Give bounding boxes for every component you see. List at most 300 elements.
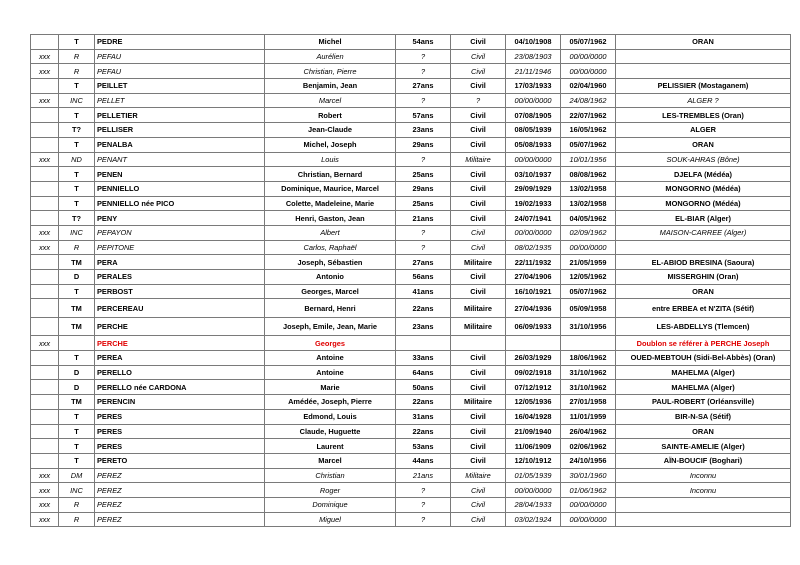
flag-cell — [31, 299, 59, 318]
age-cell: ? — [396, 240, 451, 255]
status-cell: ? — [451, 93, 506, 108]
status-cell: Civil — [451, 123, 506, 138]
surname-cell: PELLETIER — [95, 108, 265, 123]
surname-cell: PENEN — [95, 167, 265, 182]
surname-cell: PEILLET — [95, 79, 265, 94]
code-cell: T? — [59, 211, 95, 226]
death-date-cell: 05/07/1962 — [561, 35, 616, 50]
code-cell: R — [59, 49, 95, 64]
status-cell: Civil — [451, 35, 506, 50]
surname-cell: PELLISER — [95, 123, 265, 138]
birth-date-cell: 27/04/1906 — [506, 270, 561, 285]
firstnames-cell: Christian, Bernard — [265, 167, 396, 182]
firstnames-cell: Colette, Madeleine, Marie — [265, 196, 396, 211]
surname-cell: PEREA — [95, 351, 265, 366]
firstnames-cell: Carlos, Raphaël — [265, 240, 396, 255]
place-cell: LES-ABDELLYS (Tlemcen) — [616, 317, 791, 336]
status-cell: Militaire — [451, 299, 506, 318]
place-cell: EL-BIAR (Alger) — [616, 211, 791, 226]
age-cell: 22ans — [396, 424, 451, 439]
code-cell: DM — [59, 468, 95, 483]
place-cell: LES-TREMBLES (Oran) — [616, 108, 791, 123]
code-cell: D — [59, 365, 95, 380]
birth-date-cell: 05/08/1933 — [506, 137, 561, 152]
firstnames-cell: Joseph, Emile, Jean, Marie — [265, 317, 396, 336]
status-cell: Civil — [451, 270, 506, 285]
firstnames-cell: Louis — [265, 152, 396, 167]
status-cell: Militaire — [451, 152, 506, 167]
firstnames-cell: Dominique — [265, 497, 396, 512]
table-row — [31, 196, 791, 211]
age-cell: 22ans — [396, 395, 451, 410]
place-cell: MISSERGHIN (Oran) — [616, 270, 791, 285]
code-cell: INC — [59, 93, 95, 108]
code-cell: R — [59, 240, 95, 255]
flag-cell — [31, 439, 59, 454]
code-cell: ND — [59, 152, 95, 167]
flag-cell — [31, 351, 59, 366]
code-cell: T — [59, 284, 95, 299]
status-cell: Civil — [451, 284, 506, 299]
surname-cell: PENNIELLO née PICO — [95, 196, 265, 211]
status-cell: Civil — [451, 137, 506, 152]
firstnames-cell: Benjamin, Jean — [265, 79, 396, 94]
death-date-cell: 27/01/1958 — [561, 395, 616, 410]
code-cell: T? — [59, 123, 95, 138]
age-cell: 56ans — [396, 270, 451, 285]
age-cell: 21ans — [396, 211, 451, 226]
flag-cell — [31, 211, 59, 226]
flag-cell: xxx — [31, 49, 59, 64]
age-cell: 21ans — [396, 468, 451, 483]
birth-date-cell: 29/09/1929 — [506, 181, 561, 196]
flag-cell — [31, 35, 59, 50]
firstnames-cell: Dominique, Maurice, Marcel — [265, 181, 396, 196]
death-date-cell: 13/02/1958 — [561, 181, 616, 196]
place-cell: ALGER ? — [616, 93, 791, 108]
firstnames-cell: Bernard, Henri — [265, 299, 396, 318]
surname-cell: PEREZ — [95, 468, 265, 483]
surname-cell: PENALBA — [95, 137, 265, 152]
surname-cell: PERBOST — [95, 284, 265, 299]
place-cell — [616, 49, 791, 64]
surname-cell: PERES — [95, 424, 265, 439]
status-cell: Civil — [451, 49, 506, 64]
birth-date-cell: 21/11/1946 — [506, 64, 561, 79]
place-cell — [616, 240, 791, 255]
firstnames-cell: Laurent — [265, 439, 396, 454]
flag-cell — [31, 365, 59, 380]
table-row — [31, 35, 791, 50]
flag-cell — [31, 108, 59, 123]
place-cell: ALGER — [616, 123, 791, 138]
birth-date-cell: 16/10/1921 — [506, 284, 561, 299]
firstnames-cell: Georges — [265, 336, 396, 351]
birth-date-cell — [506, 336, 561, 351]
surname-cell: PERES — [95, 439, 265, 454]
records-body — [31, 35, 791, 527]
age-cell: 27ans — [396, 255, 451, 270]
surname-cell: PERETO — [95, 453, 265, 468]
place-cell: MONGORNO (Médéa) — [616, 181, 791, 196]
age-cell: ? — [396, 93, 451, 108]
birth-date-cell: 08/05/1939 — [506, 123, 561, 138]
code-cell: TM — [59, 299, 95, 318]
table-row — [31, 317, 791, 336]
flag-cell — [31, 137, 59, 152]
place-cell: Inconnu — [616, 468, 791, 483]
birth-date-cell: 00/00/0000 — [506, 93, 561, 108]
code-cell: TM — [59, 255, 95, 270]
firstnames-cell: Amédée, Joseph, Pierre — [265, 395, 396, 410]
code-cell: T — [59, 439, 95, 454]
birth-date-cell: 07/08/1905 — [506, 108, 561, 123]
age-cell: ? — [396, 152, 451, 167]
firstnames-cell: Antoine — [265, 351, 396, 366]
status-cell: Civil — [451, 196, 506, 211]
place-cell: ORAN — [616, 284, 791, 299]
surname-cell: PENNIELLO — [95, 181, 265, 196]
table-row — [31, 424, 791, 439]
place-cell: ORAN — [616, 137, 791, 152]
flag-cell — [31, 453, 59, 468]
age-cell: ? — [396, 497, 451, 512]
firstnames-cell: Marie — [265, 380, 396, 395]
table-row — [31, 152, 791, 167]
flag-cell: xxx — [31, 93, 59, 108]
surname-cell: PERELLO — [95, 365, 265, 380]
flag-cell: xxx — [31, 497, 59, 512]
place-cell: entre ERBEA et N'ZITA (Sétif) — [616, 299, 791, 318]
status-cell: Civil — [451, 453, 506, 468]
status-cell: Civil — [451, 167, 506, 182]
death-date-cell: 21/05/1959 — [561, 255, 616, 270]
age-cell: 57ans — [396, 108, 451, 123]
place-cell: OUED-MEBTOUH (Sidi-Bel-Abbès) (Oran) — [616, 351, 791, 366]
flag-cell: xxx — [31, 468, 59, 483]
surname-cell: PEREZ — [95, 512, 265, 527]
death-date-cell: 13/02/1958 — [561, 196, 616, 211]
flag-cell — [31, 270, 59, 285]
place-cell: MONGORNO (Médéa) — [616, 196, 791, 211]
status-cell: Civil — [451, 79, 506, 94]
age-cell: ? — [396, 483, 451, 498]
birth-date-cell: 11/06/1909 — [506, 439, 561, 454]
surname-cell: PEFAU — [95, 64, 265, 79]
flag-cell: xxx — [31, 64, 59, 79]
place-cell: Inconnu — [616, 483, 791, 498]
status-cell: Civil — [451, 439, 506, 454]
status-cell: Civil — [451, 351, 506, 366]
age-cell: ? — [396, 49, 451, 64]
code-cell: INC — [59, 225, 95, 240]
age-cell: 25ans — [396, 196, 451, 211]
surname-cell: PEPITONE — [95, 240, 265, 255]
table-row — [31, 211, 791, 226]
code-cell: T — [59, 424, 95, 439]
surname-cell: PERENCIN — [95, 395, 265, 410]
flag-cell — [31, 284, 59, 299]
surname-cell: PEDRE — [95, 35, 265, 50]
death-date-cell: 05/07/1962 — [561, 137, 616, 152]
firstnames-cell: Marcel — [265, 453, 396, 468]
death-date-cell: 31/10/1962 — [561, 380, 616, 395]
surname-cell: PEFAU — [95, 49, 265, 64]
code-cell: TM — [59, 317, 95, 336]
death-date-cell: 22/07/1962 — [561, 108, 616, 123]
firstnames-cell: Aurélien — [265, 49, 396, 64]
code-cell: INC — [59, 483, 95, 498]
age-cell: 50ans — [396, 380, 451, 395]
firstnames-cell: Jean-Claude — [265, 123, 396, 138]
table-row — [31, 351, 791, 366]
death-date-cell: 31/10/1962 — [561, 365, 616, 380]
table-row — [31, 409, 791, 424]
firstnames-cell: Georges, Marcel — [265, 284, 396, 299]
flag-cell — [31, 395, 59, 410]
table-row — [31, 137, 791, 152]
place-cell: BIR-N-SA (Sétif) — [616, 409, 791, 424]
death-date-cell: 08/08/1962 — [561, 167, 616, 182]
flag-cell — [31, 123, 59, 138]
table-row — [31, 167, 791, 182]
place-cell: PAUL-ROBERT (Orléansville) — [616, 395, 791, 410]
place-cell: SAINTE-AMELIE (Alger) — [616, 439, 791, 454]
death-date-cell: 00/00/0000 — [561, 512, 616, 527]
code-cell: T — [59, 167, 95, 182]
surname-cell: PERCHE — [95, 317, 265, 336]
birth-date-cell: 00/00/0000 — [506, 152, 561, 167]
surname-cell: PEPAYON — [95, 225, 265, 240]
birth-date-cell: 00/00/0000 — [506, 483, 561, 498]
table-row — [31, 299, 791, 318]
code-cell: T — [59, 181, 95, 196]
code-cell: T — [59, 35, 95, 50]
birth-date-cell: 21/09/1940 — [506, 424, 561, 439]
birth-date-cell: 03/02/1924 — [506, 512, 561, 527]
table-row — [31, 512, 791, 527]
birth-date-cell: 22/11/1932 — [506, 255, 561, 270]
surname-cell: PERES — [95, 409, 265, 424]
birth-date-cell: 07/12/1912 — [506, 380, 561, 395]
code-cell: T — [59, 196, 95, 211]
birth-date-cell: 17/03/1933 — [506, 79, 561, 94]
status-cell: Civil — [451, 225, 506, 240]
table-row — [31, 439, 791, 454]
place-cell: Doublon se référer à PERCHE Joseph — [616, 336, 791, 351]
code-cell: T — [59, 79, 95, 94]
place-cell: ORAN — [616, 424, 791, 439]
firstnames-cell: Claude, Huguette — [265, 424, 396, 439]
code-cell: R — [59, 64, 95, 79]
status-cell: Civil — [451, 512, 506, 527]
table-row — [31, 225, 791, 240]
flag-cell: xxx — [31, 336, 59, 351]
records-table — [30, 34, 791, 527]
death-date-cell: 02/04/1960 — [561, 79, 616, 94]
age-cell: 64ans — [396, 365, 451, 380]
table-row — [31, 336, 791, 351]
table-row — [31, 93, 791, 108]
birth-date-cell: 24/07/1941 — [506, 211, 561, 226]
firstnames-cell: Robert — [265, 108, 396, 123]
status-cell: Civil — [451, 409, 506, 424]
table-row — [31, 79, 791, 94]
death-date-cell — [561, 336, 616, 351]
age-cell — [396, 336, 451, 351]
age-cell: 29ans — [396, 137, 451, 152]
flag-cell: xxx — [31, 483, 59, 498]
code-cell: D — [59, 380, 95, 395]
table-row — [31, 395, 791, 410]
table-row — [31, 453, 791, 468]
firstnames-cell: Antoine — [265, 365, 396, 380]
age-cell: 54ans — [396, 35, 451, 50]
flag-cell: xxx — [31, 152, 59, 167]
table-row — [31, 255, 791, 270]
status-cell: Civil — [451, 483, 506, 498]
birth-date-cell: 19/02/1933 — [506, 196, 561, 211]
surname-cell: PERCEREAU — [95, 299, 265, 318]
table-row — [31, 380, 791, 395]
table-row — [31, 365, 791, 380]
birth-date-cell: 12/05/1936 — [506, 395, 561, 410]
death-date-cell: 02/06/1962 — [561, 439, 616, 454]
surname-cell: PELLET — [95, 93, 265, 108]
status-cell: Militaire — [451, 395, 506, 410]
birth-date-cell: 28/04/1933 — [506, 497, 561, 512]
code-cell: T — [59, 137, 95, 152]
death-date-cell: 24/10/1956 — [561, 453, 616, 468]
place-cell: SOUK-AHRAS (Bône) — [616, 152, 791, 167]
table-row — [31, 49, 791, 64]
status-cell: Militaire — [451, 468, 506, 483]
table-row — [31, 284, 791, 299]
surname-cell: PERCHE — [95, 336, 265, 351]
flag-cell — [31, 167, 59, 182]
flag-cell — [31, 79, 59, 94]
code-cell: TM — [59, 395, 95, 410]
flag-cell — [31, 409, 59, 424]
flag-cell: xxx — [31, 240, 59, 255]
code-cell: T — [59, 351, 95, 366]
death-date-cell: 01/06/1962 — [561, 483, 616, 498]
death-date-cell: 10/01/1956 — [561, 152, 616, 167]
death-date-cell: 02/09/1962 — [561, 225, 616, 240]
birth-date-cell: 00/00/0000 — [506, 225, 561, 240]
birth-date-cell: 27/04/1936 — [506, 299, 561, 318]
status-cell: Civil — [451, 497, 506, 512]
death-date-cell: 18/06/1962 — [561, 351, 616, 366]
age-cell: ? — [396, 512, 451, 527]
table-row — [31, 483, 791, 498]
death-date-cell: 11/01/1959 — [561, 409, 616, 424]
death-date-cell: 00/00/0000 — [561, 240, 616, 255]
birth-date-cell: 08/02/1935 — [506, 240, 561, 255]
surname-cell: PEREZ — [95, 497, 265, 512]
death-date-cell: 26/04/1962 — [561, 424, 616, 439]
code-cell: T — [59, 453, 95, 468]
flag-cell — [31, 380, 59, 395]
flag-cell: xxx — [31, 512, 59, 527]
firstnames-cell: Roger — [265, 483, 396, 498]
code-cell: R — [59, 512, 95, 527]
surname-cell: PERELLO née CARDONA — [95, 380, 265, 395]
death-date-cell: 31/10/1956 — [561, 317, 616, 336]
birth-date-cell: 04/10/1908 — [506, 35, 561, 50]
code-cell: D — [59, 270, 95, 285]
surname-cell: PENANT — [95, 152, 265, 167]
age-cell: 31ans — [396, 409, 451, 424]
death-date-cell: 00/00/0000 — [561, 49, 616, 64]
birth-date-cell: 26/03/1929 — [506, 351, 561, 366]
status-cell: Civil — [451, 365, 506, 380]
age-cell: ? — [396, 64, 451, 79]
age-cell: 27ans — [396, 79, 451, 94]
death-date-cell: 05/07/1962 — [561, 284, 616, 299]
surname-cell: PEREZ — [95, 483, 265, 498]
age-cell: 53ans — [396, 439, 451, 454]
birth-date-cell: 12/10/1912 — [506, 453, 561, 468]
place-cell: PELISSIER (Mostaganem) — [616, 79, 791, 94]
age-cell: 33ans — [396, 351, 451, 366]
age-cell: ? — [396, 225, 451, 240]
flag-cell — [31, 317, 59, 336]
code-cell — [59, 336, 95, 351]
place-cell: MAHELMA (Alger) — [616, 380, 791, 395]
firstnames-cell: Albert — [265, 225, 396, 240]
table-row — [31, 468, 791, 483]
surname-cell: PERA — [95, 255, 265, 270]
code-cell: R — [59, 497, 95, 512]
firstnames-cell: Miguel — [265, 512, 396, 527]
place-cell — [616, 64, 791, 79]
flag-cell: xxx — [31, 225, 59, 240]
birth-date-cell: 06/09/1933 — [506, 317, 561, 336]
code-cell: T — [59, 409, 95, 424]
age-cell: 41ans — [396, 284, 451, 299]
status-cell: Civil — [451, 108, 506, 123]
death-date-cell: 00/00/0000 — [561, 64, 616, 79]
firstnames-cell: Edmond, Louis — [265, 409, 396, 424]
firstnames-cell: Antonio — [265, 270, 396, 285]
table-row — [31, 497, 791, 512]
firstnames-cell: Marcel — [265, 93, 396, 108]
surname-cell: PENY — [95, 211, 265, 226]
code-cell: T — [59, 108, 95, 123]
place-cell — [616, 512, 791, 527]
death-date-cell: 24/08/1962 — [561, 93, 616, 108]
flag-cell — [31, 196, 59, 211]
age-cell: 22ans — [396, 299, 451, 318]
flag-cell — [31, 181, 59, 196]
firstnames-cell: Christian — [265, 468, 396, 483]
table-row — [31, 270, 791, 285]
place-cell: DJELFA (Médéa) — [616, 167, 791, 182]
status-cell: Civil — [451, 240, 506, 255]
status-cell: Civil — [451, 211, 506, 226]
birth-date-cell: 16/04/1928 — [506, 409, 561, 424]
table-row — [31, 123, 791, 138]
table-row — [31, 108, 791, 123]
death-date-cell: 30/01/1960 — [561, 468, 616, 483]
birth-date-cell: 01/05/1939 — [506, 468, 561, 483]
age-cell: 25ans — [396, 167, 451, 182]
age-cell: 44ans — [396, 453, 451, 468]
status-cell — [451, 336, 506, 351]
place-cell: MAISON-CARREE (Alger) — [616, 225, 791, 240]
place-cell — [616, 497, 791, 512]
